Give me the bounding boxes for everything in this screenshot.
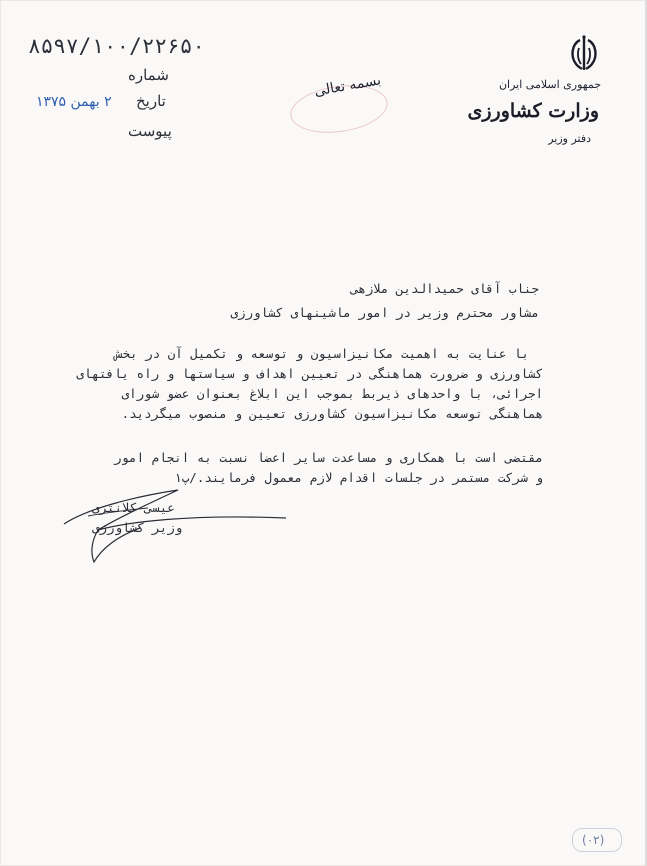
office-name: دفتر وزیر: [548, 132, 591, 145]
body-line: اجرائی، با واحدهای ذیربط بموجب این ابلاغ بعنوان عضو شورای: [121, 386, 543, 401]
body-line: کشاورزی و ضرورت هماهنگی در تعیین اهداف و سیاستها و راه یافتهای: [76, 366, 543, 381]
invocation-heading: بسمه تعالی: [313, 72, 383, 100]
signer-title: وزیر کشاورزی: [92, 520, 183, 535]
date-value: ۲ بهمن ۱۳۷۵: [36, 94, 112, 110]
body-line: هماهنگی توسعه مکانیزاسیون کشاورزی تعیین و منصوب میگردید.: [121, 406, 543, 421]
addressee-title: مشاور محترم وزیر در امور ماشینهای کشاورزی: [230, 305, 539, 320]
republic-name: جمهوری اسلامی ایران: [498, 78, 601, 91]
signer-name: عیسی کلانتری: [92, 500, 175, 515]
addressee-name: جناب آقای حمیدالدین ملازهی: [350, 281, 539, 296]
number-label: شماره: [128, 66, 169, 84]
date-label: تاریخ: [136, 92, 166, 110]
body-line: با عنایت به اهمیت مکانیزاسیون و توسعه و تکمیل آن در بخش: [115, 346, 529, 361]
body-line: مقتضی است با همکاری و مساعدت سایر اعضا نسبت به انجام امور: [114, 450, 543, 465]
ministry-name: وزارت کشاورزی: [467, 100, 599, 122]
iran-emblem-icon: [566, 34, 602, 74]
attachment-label: پیوست: [128, 122, 172, 140]
page-number: (۰۲): [582, 833, 605, 847]
body-line: و شرکت مستمر در جلسات اقدام لازم معمول فرمایند./پ۱: [174, 470, 543, 485]
reference-number: ۸۵۹۷/۱۰۰/۲۲۶۵۰: [28, 34, 206, 58]
